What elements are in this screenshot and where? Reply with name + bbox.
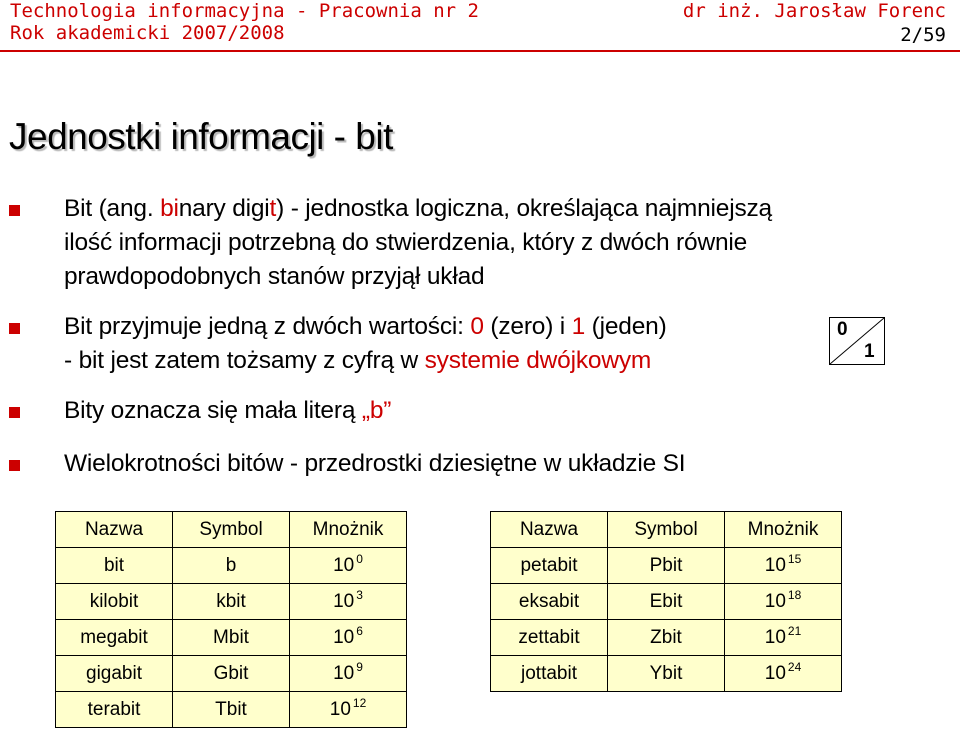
bullet-bit-definition [64, 192, 772, 294]
unit-multiplier [725, 620, 842, 656]
bullet-square-icon [9, 323, 20, 334]
unit-name: kilobit [56, 584, 173, 620]
bullet-line: ilość informacji potrzebną do stwierdzenia, który z dwóch równie [64, 229, 748, 256]
multiplier-base: 10 [764, 590, 786, 612]
table-header-row [491, 512, 842, 548]
unit-multiplier [290, 692, 407, 728]
multiplier-base: 10 [333, 590, 355, 612]
multiplier-base: 10 [764, 626, 786, 648]
table-row [491, 584, 842, 620]
multiplier-base: 10 [333, 554, 355, 576]
unit-name: terabit [56, 692, 173, 728]
multiplier-exponent: 6 [356, 623, 363, 638]
unit-symbol: Mbit [173, 620, 290, 656]
table-header-row [56, 512, 407, 548]
unit-symbol: Zbit [608, 620, 725, 656]
unit-symbol: kbit [173, 584, 290, 620]
bullet-bit-multiples [64, 447, 685, 481]
multiplier-base: 10 [329, 698, 351, 720]
column-header-symbol: Symbol [608, 512, 725, 548]
table-row [56, 548, 407, 584]
bit-zero-label: 0 [837, 319, 848, 340]
highlight-text: 1 [571, 313, 586, 340]
unit-symbol: Tbit [173, 692, 290, 728]
text: nary digi [178, 195, 270, 222]
unit-multiplier [290, 620, 407, 656]
bullet-square-icon [9, 460, 20, 471]
bullet-line: prawdopodobnych stanów przyjął układ [64, 263, 485, 290]
multiplier-exponent: 15 [787, 551, 802, 566]
multiplier-exponent: 3 [356, 587, 363, 602]
column-header-multiplier: Mnożnik [290, 512, 407, 548]
table-row [491, 548, 842, 584]
bullet-line [64, 394, 391, 428]
bullet-line [64, 310, 667, 344]
units-table-right [490, 511, 842, 692]
unit-multiplier [290, 656, 407, 692]
text: Bit przyjmuje jedną z dwóch wartości: [64, 313, 471, 340]
multiplier-base: 10 [333, 626, 355, 648]
highlight-text: bi [160, 195, 179, 222]
column-header-symbol: Symbol [173, 512, 290, 548]
bit-zero-one-box [829, 317, 885, 365]
bit-one-label: 1 [864, 341, 875, 362]
unit-symbol: Ebit [608, 584, 725, 620]
multiplier-base: 10 [764, 662, 786, 684]
bullet-square-icon [9, 205, 20, 216]
unit-multiplier [725, 656, 842, 692]
multiplier-exponent: 21 [787, 623, 802, 638]
unit-symbol: Gbit [173, 656, 290, 692]
table-row [56, 584, 407, 620]
multiplier-base: 10 [764, 554, 786, 576]
highlight-text: systemie dwójkowym [424, 347, 652, 374]
unit-symbol: Pbit [608, 548, 725, 584]
unit-multiplier [290, 584, 407, 620]
unit-name: eksabit [491, 584, 608, 620]
unit-name: jottabit [491, 656, 608, 692]
unit-name: zettabit [491, 620, 608, 656]
table-row [56, 692, 407, 728]
bullet-bit-values [64, 310, 667, 378]
unit-multiplier [725, 584, 842, 620]
highlight-text: t [269, 195, 277, 222]
multiplier-exponent: 12 [352, 695, 367, 710]
unit-symbol: Ybit [608, 656, 725, 692]
bullet-line: Wielokrotności bitów - przedrostki dziesiętne w układzie SI [64, 450, 686, 477]
header-course-title: Technologia informacyjna - Pracownia nr 2 [10, 0, 479, 22]
multiplier-exponent: 9 [356, 659, 363, 674]
table-row [491, 656, 842, 692]
text: Bity oznacza się mała literą [64, 397, 362, 424]
bullet-line [64, 344, 667, 378]
bullet-bit-notation [64, 394, 391, 428]
multiplier-exponent: 24 [787, 659, 802, 674]
column-header-multiplier: Mnożnik [725, 512, 842, 548]
bullet-line [64, 192, 772, 226]
header-author: dr inż. Jarosław Forenc [682, 0, 946, 22]
unit-multiplier [290, 548, 407, 584]
highlight-text: „b” [361, 397, 392, 424]
column-header-name: Nazwa [56, 512, 173, 548]
table-row [56, 656, 407, 692]
unit-name: megabit [56, 620, 173, 656]
text: (zero) i [483, 313, 572, 340]
text: (jeden) [585, 313, 667, 340]
text: Bit (ang. [64, 195, 161, 222]
multiplier-base: 10 [333, 662, 355, 684]
text: - bit jest zatem tożsamy z cyfrą w [64, 347, 425, 374]
column-header-name: Nazwa [491, 512, 608, 548]
unit-name: gigabit [56, 656, 173, 692]
slide-title: Jednostki informacji - bit [9, 116, 393, 157]
text: ) - jednostka logiczna, określająca najmniejszą [276, 195, 772, 222]
multiplier-exponent: 18 [787, 587, 802, 602]
bullet-square-icon [9, 407, 20, 418]
table-row [56, 620, 407, 656]
header-divider [0, 50, 960, 52]
unit-name: bit [56, 548, 173, 584]
header-academic-year: Rok akademicki 2007/2008 [10, 22, 285, 44]
unit-name: petabit [491, 548, 608, 584]
units-table-left [55, 511, 407, 728]
highlight-text: 0 [470, 313, 484, 340]
unit-multiplier [725, 548, 842, 584]
multiplier-exponent: 0 [356, 551, 363, 566]
unit-symbol: b [173, 548, 290, 584]
page-number: 2/59 [900, 24, 946, 46]
table-row [491, 620, 842, 656]
